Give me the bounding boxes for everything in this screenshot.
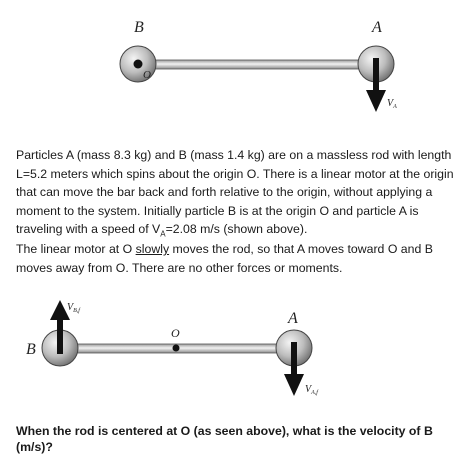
figure-initial	[0, 0, 474, 130]
origin-dot	[173, 345, 180, 352]
label-vbf: $V_{B,f}$	[67, 302, 80, 314]
paragraph-motor: The linear motor at O slowly moves the rod, so that A moves toward O and B moves away from O. There are no other forces or moments.	[16, 242, 433, 275]
paragraph-setup: Particles A (mass 8.3 kg) and B (mass 1.4 kg) are on a massless rod with length L=5.2 meters which spins about the origin O. There is a linear motor at the origin that can move the bar back and forth relative to the origin, without applying a moment to the system. Initially particle B is at the origin O and particle A is traveling with a speed of $V_A=2.08$ m/s (shown above).	[16, 148, 454, 239]
label-vaf: $V_{A,f}$	[305, 384, 318, 396]
label-o: O	[171, 326, 180, 340]
label-b: B	[26, 341, 36, 358]
question-text: When the rod is centered at O (as seen above), what is the velocity of B (m/s)?	[16, 424, 433, 454]
emphasis-slowly: slowly	[135, 242, 170, 256]
label-va: $V_A$	[387, 98, 397, 110]
label-o: O	[143, 69, 151, 81]
velocity-a-arrow-head	[284, 374, 304, 396]
velocity-a-arrow-head	[366, 90, 386, 112]
label-a: A	[372, 19, 382, 36]
rod	[150, 60, 364, 69]
velocity-a-arrow-shaft	[291, 342, 297, 376]
label-a: A	[288, 310, 298, 327]
origin-dot	[134, 60, 143, 69]
velocity-a-arrow-shaft	[373, 58, 379, 92]
figure-final	[0, 292, 474, 412]
label-b: B	[134, 19, 144, 36]
velocity-b-arrow-shaft	[57, 318, 63, 354]
